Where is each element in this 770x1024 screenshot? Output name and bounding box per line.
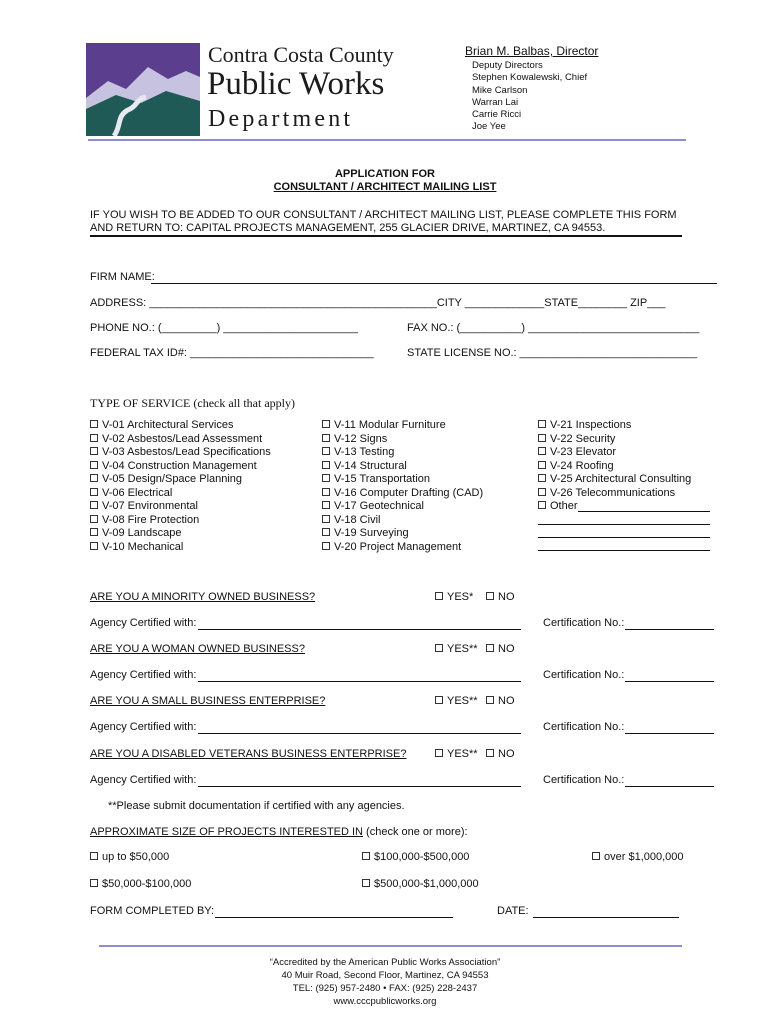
address-label[interactable]: ADDRESS: _______________________________________________CITY _____________STATE________ ZIP___: [90, 297, 666, 309]
checkbox[interactable]: [322, 515, 330, 523]
cert-label: Certification No.:: [543, 669, 625, 681]
deputy-1: Stephen Kowalewski, Chief: [472, 72, 588, 83]
checkbox[interactable]: [90, 420, 98, 428]
header-line3: Department: [208, 106, 354, 132]
footer: [0, 956, 770, 1008]
checkbox[interactable]: [362, 879, 370, 887]
yes-option[interactable]: YES**: [435, 643, 478, 655]
checkbox[interactable]: [90, 474, 98, 482]
service-item[interactable]: V-24 Roofing: [538, 460, 691, 474]
federal-tax-label[interactable]: FEDERAL TAX ID#: ______________________________: [90, 347, 374, 359]
cert-input[interactable]: [625, 733, 714, 734]
checkbox[interactable]: [486, 644, 494, 652]
date-input[interactable]: [533, 917, 679, 918]
service-item[interactable]: Other: [538, 500, 691, 514]
size-option[interactable]: $500,000-$1,000,000: [362, 878, 479, 890]
question-small-business: ARE YOU A SMALL BUSINESS ENTERPRISE?: [90, 695, 326, 707]
checkbox[interactable]: [90, 501, 98, 509]
checkbox[interactable]: [486, 749, 494, 757]
other-input-4[interactable]: [538, 550, 710, 551]
header-rule: [88, 139, 686, 141]
agency-label: Agency Certified with:: [90, 721, 197, 733]
service-item[interactable]: V-10 Mechanical: [90, 541, 271, 555]
service-item[interactable]: V-02 Asbestos/Lead Assessment: [90, 433, 271, 447]
question-disabled-veterans: ARE YOU A DISABLED VETERANS BUSINESS ENTERPRISE?: [90, 748, 407, 760]
service-item[interactable]: V-06 Electrical: [90, 487, 271, 501]
checkbox[interactable]: [592, 852, 600, 860]
service-item[interactable]: V-05 Design/Space Planning: [90, 473, 271, 487]
services-heading: TYPE OF SERVICE (check all that apply): [90, 396, 296, 410]
agency-label: Agency Certified with:: [90, 617, 197, 629]
question-woman: ARE YOU A WOMAN OWNED BUSINESS?: [90, 643, 305, 655]
date-label: DATE:: [497, 905, 529, 917]
form-title: [0, 168, 770, 193]
fax-label[interactable]: FAX NO.: (__________) ____________________________: [407, 322, 700, 334]
cert-label: Certification No.:: [543, 774, 625, 786]
no-option[interactable]: NO: [486, 748, 515, 760]
checkbox[interactable]: [435, 749, 443, 757]
checkbox[interactable]: [90, 879, 98, 887]
size-option[interactable]: $100,000-$500,000: [362, 851, 469, 863]
checkbox[interactable]: [90, 434, 98, 442]
service-item[interactable]: V-03 Asbestos/Lead Specifications: [90, 446, 271, 460]
title-line2: CONSULTANT / ARCHITECT MAILING LIST: [273, 181, 497, 193]
footer-website[interactable]: www.cccpublicworks.org: [333, 996, 437, 1007]
service-item[interactable]: V-01 Architectural Services: [90, 419, 271, 433]
service-item[interactable]: V-14 Structural: [322, 460, 483, 474]
checkbox[interactable]: [322, 461, 330, 469]
cert-input[interactable]: [625, 786, 714, 787]
size-option[interactable]: over $1,000,000: [592, 851, 684, 863]
header-line1: Contra Costa County: [208, 42, 394, 67]
checkbox[interactable]: [538, 501, 546, 509]
other-input-1[interactable]: [578, 511, 710, 512]
footer-address: 40 Muir Road, Second Floor, Martinez, CA 94553: [281, 970, 489, 981]
checkbox[interactable]: [322, 542, 330, 550]
checkbox[interactable]: [322, 474, 330, 482]
size-option[interactable]: up to $50,000: [90, 851, 169, 863]
checkbox[interactable]: [538, 434, 546, 442]
size-option[interactable]: $50,000-$100,000: [90, 878, 191, 890]
state-license-label[interactable]: STATE LICENSE NO.: _____________________________: [407, 347, 698, 359]
firm-name-input[interactable]: [151, 283, 717, 284]
checkbox[interactable]: [538, 447, 546, 455]
title-line1: APPLICATION FOR: [334, 168, 435, 180]
agency-label: Agency Certified with:: [90, 669, 197, 681]
service-item[interactable]: V-11 Modular Furniture: [322, 419, 483, 433]
checkbox[interactable]: [435, 592, 443, 600]
service-item[interactable]: V-13 Testing: [322, 446, 483, 460]
cert-label: Certification No.:: [543, 721, 625, 733]
no-option[interactable]: NO: [486, 591, 515, 603]
service-item[interactable]: V-25 Architectural Consulting: [538, 473, 691, 487]
firm-name-label: FIRM NAME:: [90, 271, 155, 283]
checkbox[interactable]: [322, 434, 330, 442]
service-item[interactable]: V-23 Elevator: [538, 446, 691, 460]
service-item[interactable]: V-12 Signs: [322, 433, 483, 447]
services-col1: [90, 419, 271, 554]
service-item[interactable]: V-04 Construction Management: [90, 460, 271, 474]
deputy-3: Warran Lai: [472, 97, 519, 108]
checkbox[interactable]: [322, 501, 330, 509]
header-line2: Public Works: [207, 66, 385, 102]
checkbox[interactable]: [90, 488, 98, 496]
checkbox[interactable]: [322, 488, 330, 496]
footer-rule: [99, 945, 682, 947]
deputy-5: Joe Yee: [472, 121, 506, 132]
intro-line2: AND RETURN TO: CAPITAL PROJECTS MANAGEMENT, 255 GLACIER DRIVE, MARTINEZ, CA 94553.: [90, 222, 606, 234]
deputy-4: Carrie Ricci: [472, 109, 522, 120]
service-item[interactable]: V-22 Security: [538, 433, 691, 447]
other-input-2[interactable]: [538, 524, 710, 525]
checkbox[interactable]: [435, 696, 443, 704]
project-size-heading: APPROXIMATE SIZE OF PROJECTS INTERESTED IN (check one or more):: [90, 826, 468, 838]
completed-by-label: FORM COMPLETED BY:: [90, 905, 215, 917]
checkbox[interactable]: [90, 852, 98, 860]
checkbox[interactable]: [90, 461, 98, 469]
checkbox[interactable]: [90, 528, 98, 536]
intro-rule: [90, 235, 682, 237]
no-option[interactable]: NO: [486, 695, 515, 707]
footer-phone-fax: TEL: (925) 957-2480 • FAX: (925) 228-2437: [292, 983, 478, 994]
yes-option[interactable]: YES**: [435, 695, 478, 707]
checkbox[interactable]: [90, 447, 98, 455]
checkbox[interactable]: [322, 420, 330, 428]
yes-option[interactable]: YES**: [435, 748, 478, 760]
footer-accreditation: “Accredited by the American Public Works Association”: [269, 957, 501, 968]
service-item[interactable]: V-18 Civil: [322, 514, 483, 528]
director-name: Brian M. Balbas, Director: [465, 44, 599, 58]
service-item[interactable]: V-15 Transportation: [322, 473, 483, 487]
checkbox[interactable]: [90, 542, 98, 550]
checkbox[interactable]: [538, 474, 546, 482]
checkbox[interactable]: [322, 447, 330, 455]
department-logo: [86, 43, 200, 136]
documentation-note: **Please submit documentation if certified with any agencies.: [108, 800, 405, 812]
completed-by-input[interactable]: [215, 917, 453, 918]
service-item[interactable]: V-07 Environmental: [90, 500, 271, 514]
service-item[interactable]: V-21 Inspections: [538, 419, 691, 433]
checkbox[interactable]: [90, 515, 98, 523]
checkbox[interactable]: [538, 420, 546, 428]
question-minority: ARE YOU A MINORITY OWNED BUSINESS?: [90, 591, 316, 603]
checkbox[interactable]: [538, 461, 546, 469]
agency-input[interactable]: [198, 733, 521, 734]
yes-option[interactable]: YES*: [435, 591, 473, 603]
service-item[interactable]: V-20 Project Management: [322, 541, 483, 555]
service-item[interactable]: V-17 Geotechnical: [322, 500, 483, 514]
service-item[interactable]: V-19 Surveying: [322, 527, 483, 541]
checkbox[interactable]: [538, 488, 546, 496]
checkbox[interactable]: [362, 852, 370, 860]
services-col2: [322, 419, 483, 554]
checkbox[interactable]: [486, 696, 494, 704]
service-item[interactable]: V-16 Computer Drafting (CAD): [322, 487, 483, 501]
cert-label: Certification No.:: [543, 617, 625, 629]
cert-input[interactable]: [625, 681, 714, 682]
other-input-3[interactable]: [538, 537, 710, 538]
agency-input[interactable]: [198, 629, 521, 630]
checkbox[interactable]: [486, 592, 494, 600]
no-option[interactable]: NO: [486, 643, 515, 655]
phone-label[interactable]: PHONE NO.: (_________) ______________________: [90, 322, 358, 334]
checkbox[interactable]: [435, 644, 443, 652]
agency-input[interactable]: [198, 681, 521, 682]
intro-line1: IF YOU WISH TO BE ADDED TO OUR CONSULTANT / ARCHITECT MAILING LIST, PLEASE COMPLETE THIS FORM: [90, 209, 677, 221]
checkbox[interactable]: [322, 528, 330, 536]
agency-input[interactable]: [198, 786, 521, 787]
deputies-label: Deputy Directors: [472, 60, 543, 71]
service-item[interactable]: V-26 Telecommunications: [538, 487, 691, 501]
service-item[interactable]: V-08 Fire Protection: [90, 514, 271, 528]
deputy-2: Mike Carlson: [472, 85, 528, 96]
agency-label: Agency Certified with:: [90, 774, 197, 786]
services-col3: [538, 419, 691, 514]
service-item[interactable]: V-09 Landscape: [90, 527, 271, 541]
cert-input[interactable]: [625, 629, 714, 630]
